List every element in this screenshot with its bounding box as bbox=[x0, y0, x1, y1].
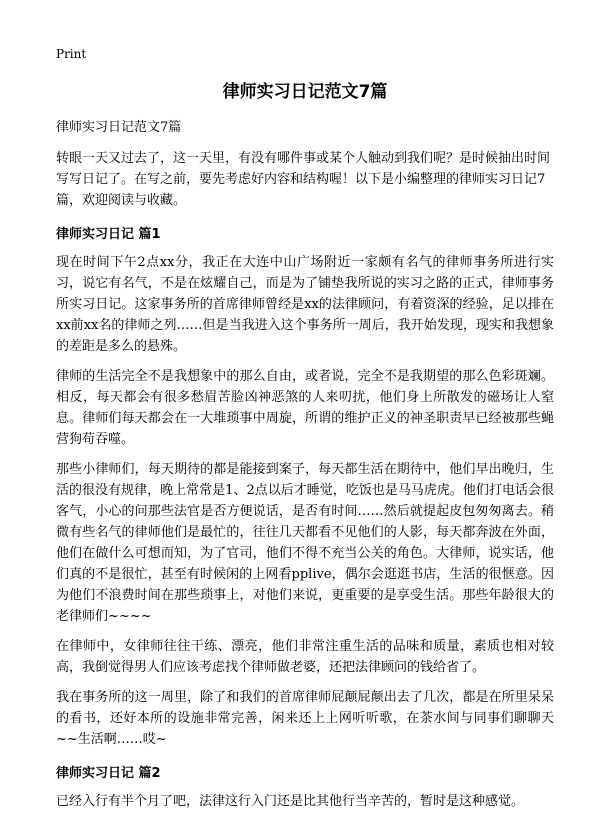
print-link[interactable]: Print bbox=[56, 47, 87, 61]
body-paragraph: 律师的生活完全不是我想象中的那么自由，或者说，完全不是我期望的那么色彩斑斓。相反，每天都会有很多愁眉苦脸凶神恶煞的人来叨扰，他们身上所散发的磁场让人窒息。律师们每天都会在一大堆琐事中周旋，所谓的维护正义的神圣职责早已经被那些蝇营狗苟吞噬。 bbox=[56, 369, 554, 447]
section-2 bbox=[56, 764, 554, 812]
body-paragraph: 已经入行有半个月了吧，法律这行入门还是比其他行当辛苦的，暂时是这种感觉。 bbox=[56, 794, 525, 809]
intro-paragraph: 转眼一天又过去了，这一天里，有没有哪件事或某个人触动到我们呢？是时候抽出时间写写日记了。在写之前，要先考虑好内容和结构喔！以下是小编整理的律师实习日记7篇，欢迎阅读与收藏。 bbox=[56, 151, 551, 208]
body-paragraph: 现在时间下午2点xx分，我正在大连中山广场附近一家颇有名气的律师事务所进行实习，说它有名气，不是在炫耀自己，而是为了铺垫我所说的实习之路的正式，律师事务所实习日记。这家事务所的首席律师曾经是xx的法律顾问，有着资深的经验，足以排在xx前xx名的律师之列……但是当我进入这个事务所一周后，我开始发现，现实和我想象的差距是多么的悬殊。 bbox=[56, 255, 554, 354]
body-paragraph: 那些小律师们，每天期待的都是能接到案子，每天都生活在期待中，他们早出晚归，生活的很没有规律，晚上常常是1、2点以后才睡觉，吃饭也是马马虎虎。他们打电话会很客气，小心的问那些法官是否方便说话，是否有时间……然后就提起皮包匆匆离去。稍微有些名气的律师他们是最忙的，往往几天都看不见他们的人影，每天都奔波在外面，他们在做什么可想而知，为了官司，他们不得不充当公关的角色。大律师，说实话，他们真的不是很忙，甚至有时候闲的上网看pplive，偶尔会逛逛书店，生活的很惬意。因为他们不浪费时间在那些琐事上，对他们来说，更重要的是享受生活。那些年龄很大的老律师们~~~~ bbox=[56, 462, 554, 624]
document-subtitle: 律师实习日记范文7篇 bbox=[56, 120, 182, 135]
section-heading: 律师实习日记 篇2 bbox=[56, 766, 161, 781]
section-heading: 律师实习日记 篇1 bbox=[56, 227, 161, 242]
section-1 bbox=[56, 225, 554, 750]
page-title: 律师实习日记范文7篇 bbox=[222, 82, 388, 102]
body-paragraph: 我在事务所的这一周里，除了和我们的首席律师屁颠屁颠出去了几次，都是在所里呆呆的看书，还好本所的设施非常完善，闲来还上上网听听歌，在茶水间与同事们聊聊天~~生活啊……哎~ bbox=[56, 690, 554, 747]
body-paragraph: 在律师中，女律师往往干练、漂亮，他们非常注重生活的品味和质量，素质也相对较高，我倒觉得男人们应该考虑找个律师做老婆，还把法律顾问的钱给省了。 bbox=[56, 639, 554, 675]
